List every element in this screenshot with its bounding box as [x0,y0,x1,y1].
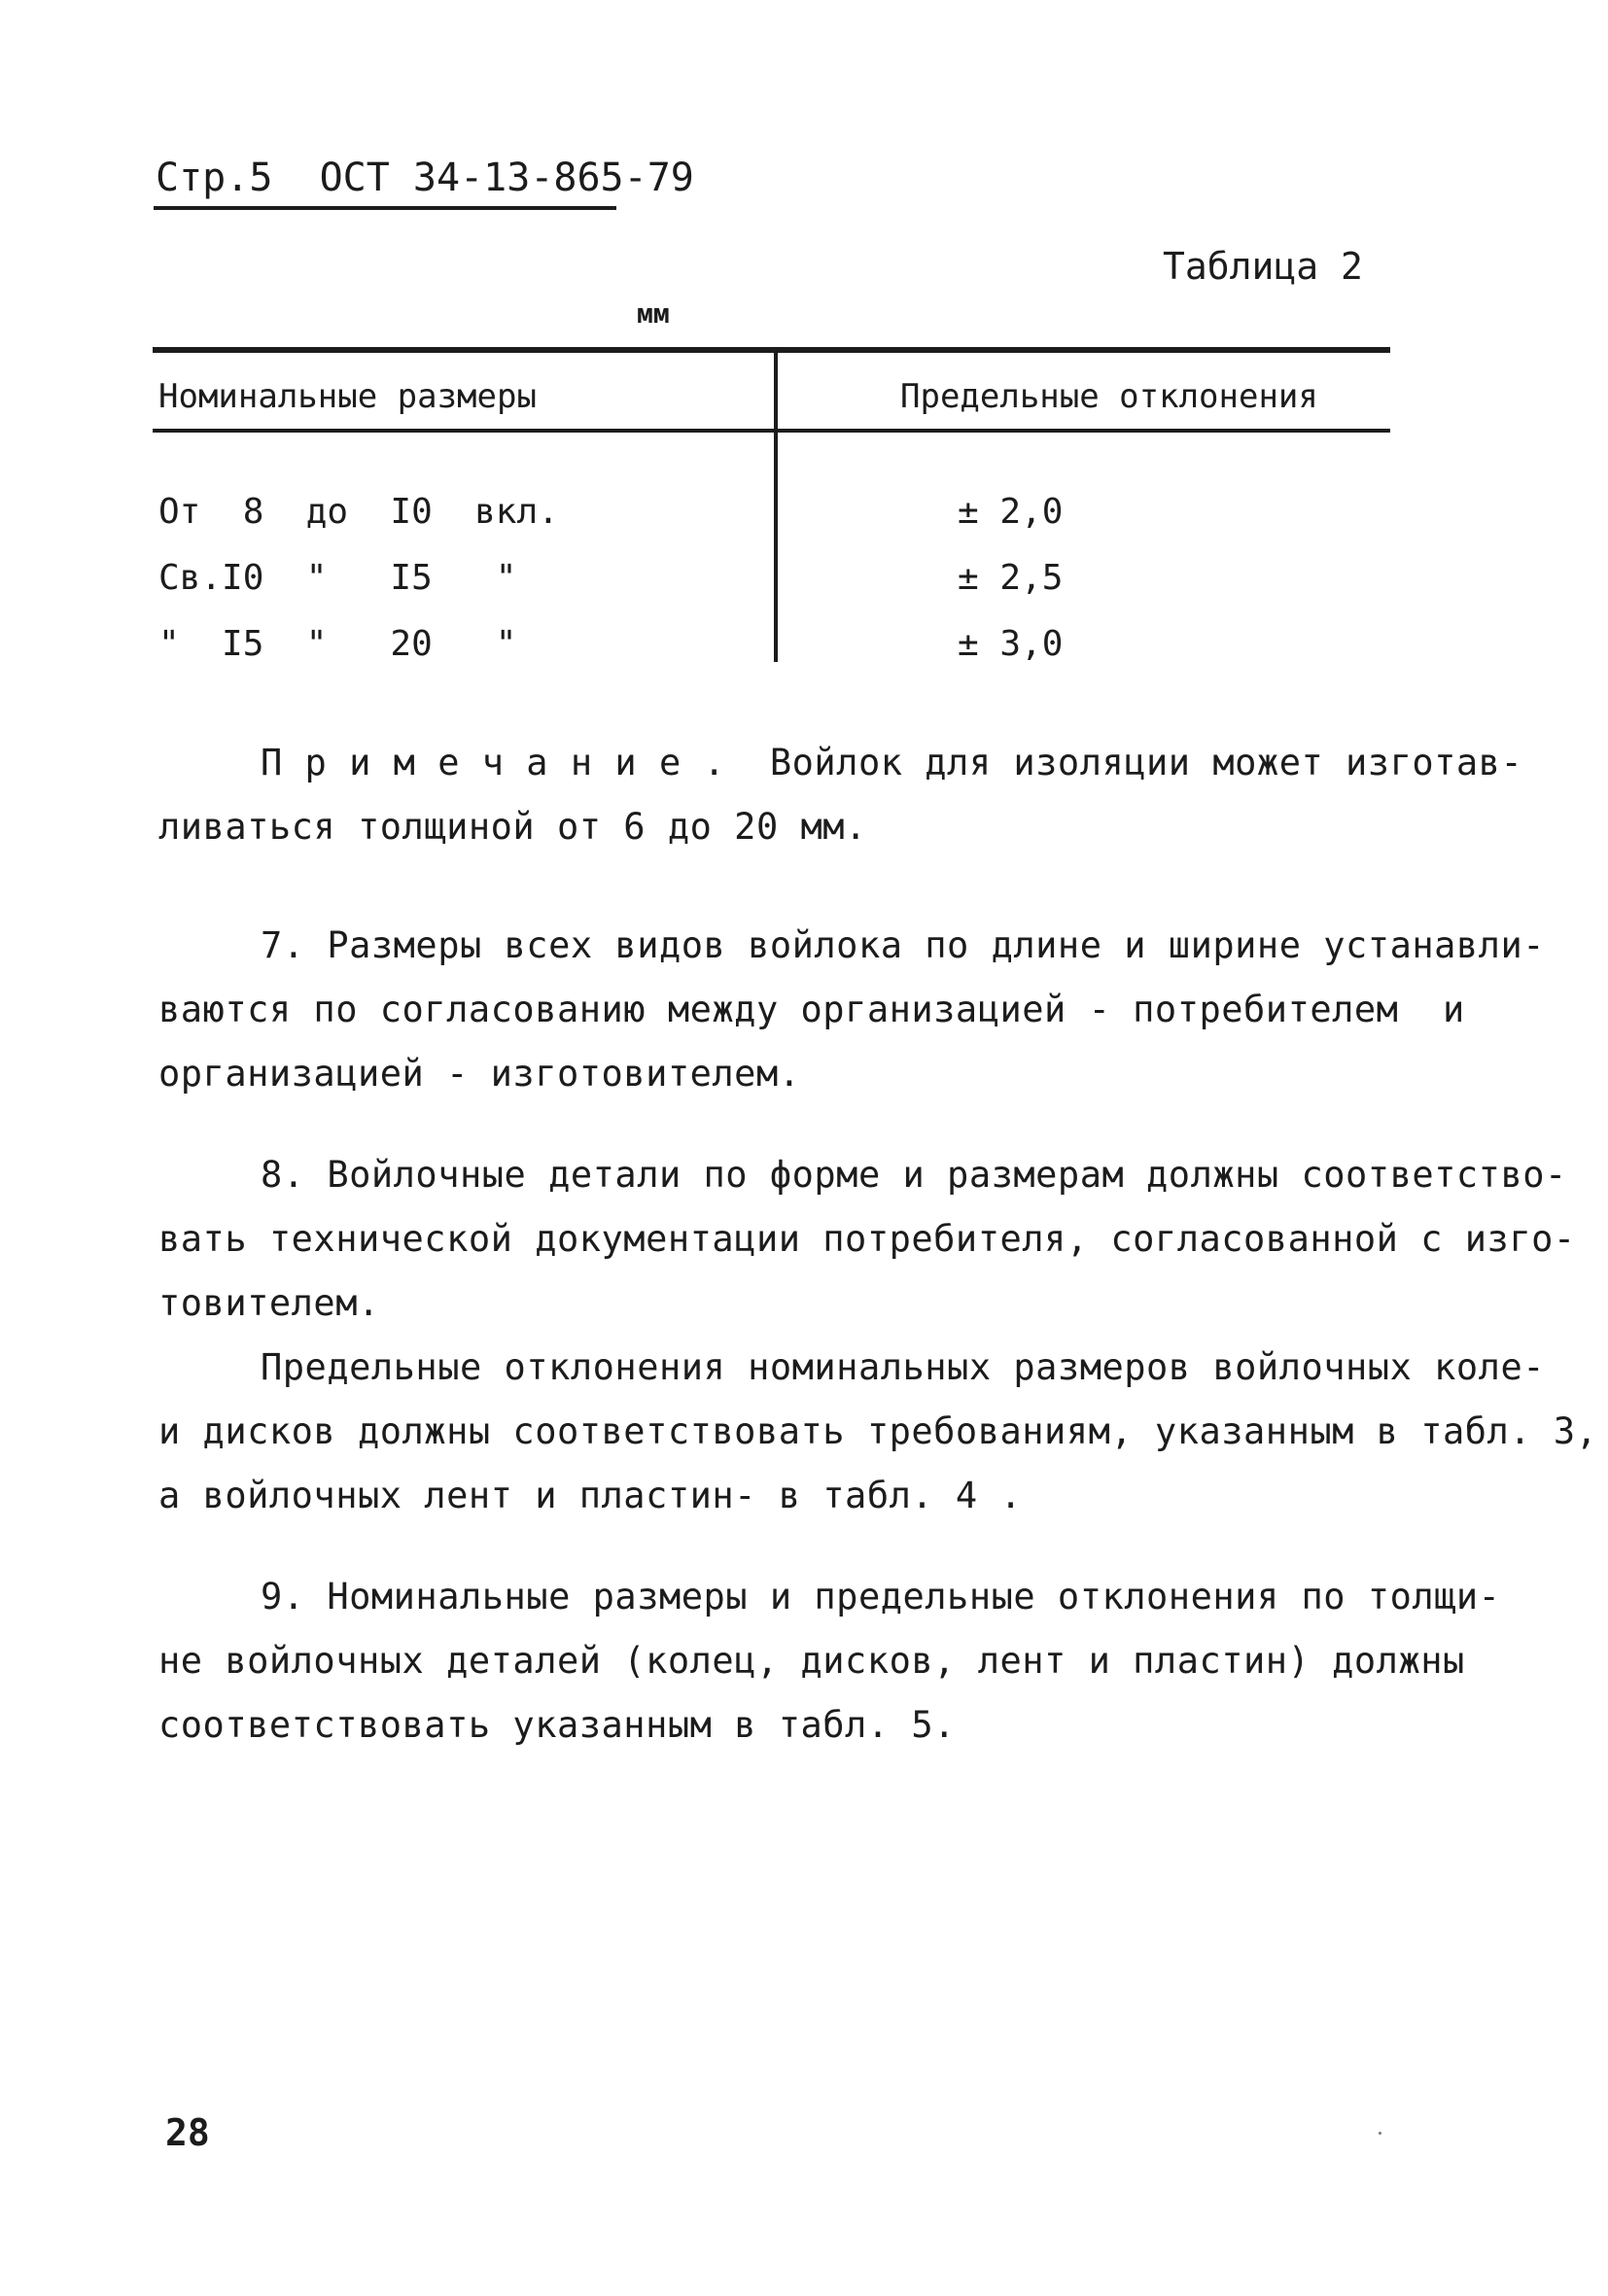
column-header-deviation: Предельные отклонения [900,377,1318,416]
table-column-divider [774,353,778,662]
note-line: ливаться толщиной от 6 до 20 мм. [158,806,867,848]
page-number: 28 [165,2111,210,2154]
paragraph-9-line: соответствовать указанным в табл. 5. [158,1704,956,1746]
header-underline [154,206,616,210]
paragraph-7-line: ваются по согласованию между организацией - потребителем и [158,989,1465,1030]
paragraph-9-line: не войлочных деталей (колец, дисков, лент и пластин) должны [158,1640,1465,1682]
paragraph-9-line: 9. Номинальные размеры и предельные отклонения по толщи- [261,1576,1501,1618]
column-header-nominal: Номинальные размеры [158,377,537,416]
paragraph-8b-line: Предельные отклонения номинальных размеров войлочных коле- [261,1346,1546,1388]
paragraph-8b-line: и дисков должны соответствовать требованиям, указанным в табл. 3, [158,1410,1598,1452]
table-cell-deviation: ± 3,0 [958,624,1064,664]
document-reference: Стр.5 ОСТ 34-13-865-79 [156,156,694,200]
paragraph-8-line: 8. Войлочные детали по форме и размерам должны соответство- [261,1154,1567,1196]
table-cell-deviation: ± 2,5 [958,558,1064,598]
paragraph-8-line: товителем. [158,1282,380,1324]
table-units: мм [637,297,670,330]
table-label: Таблица 2 [1163,245,1363,288]
note-line: П р и м е ч а н и е . Войлок для изоляции может изготав- [261,742,1523,783]
table-cell-nominal: Св.I0 " I5 " [158,558,517,598]
table-cell-deviation: ± 2,0 [958,492,1064,532]
table-header-rule [153,429,1390,433]
table-cell-nominal: " I5 " 20 " [158,624,517,664]
paragraph-8-line: вать технической документации потребителя, согласованной с изго- [158,1218,1576,1260]
paragraph-8b-line: а войлочных лент и пластин- в табл. 4 . [158,1475,1023,1516]
table-cell-nominal: От 8 до I0 вкл. [158,492,559,532]
scan-speck [1379,2132,1381,2135]
paragraph-7-line: 7. Размеры всех видов войлока по длине и ширине устанавли- [261,924,1546,966]
paragraph-7-line: организацией - изготовителем. [158,1053,801,1095]
table-top-rule [153,347,1390,353]
